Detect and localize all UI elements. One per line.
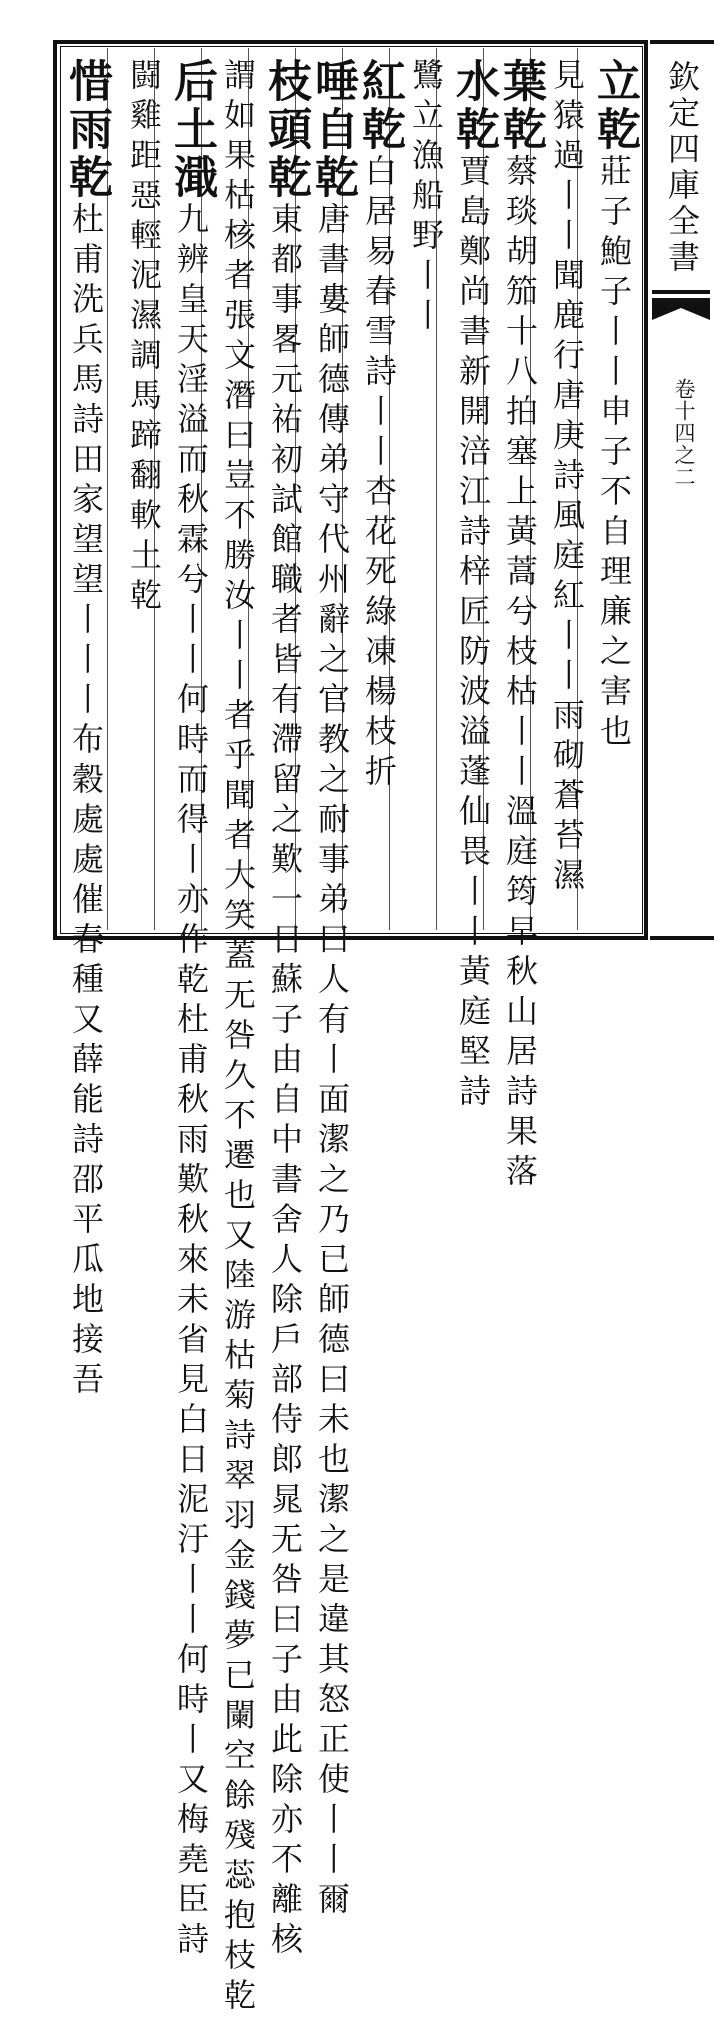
column-text: 莊子鮑子丨丨申子不自理廉之害也: [595, 154, 633, 754]
book-title: 欽定四庫全書: [663, 60, 701, 276]
headword: 惜雨乾: [61, 58, 112, 202]
text-column-5: [402, 58, 450, 930]
column-text: 東都事畧元祐初試館職者皆有滯留之歎一日蘇子由自中書舍人除戶部侍郎晁无咎曰子由此除亦不離核: [266, 202, 304, 1962]
text-column-7: [307, 58, 358, 1922]
column-text: 賈島鄭尚書新開涪江詩梓匠防波溢蓬仙畏丨丨黃庭堅詩: [454, 154, 492, 1114]
text-column-10: [166, 58, 217, 1962]
headword: 后土濈: [166, 58, 217, 202]
column-text: 謂如果枯核者張文潛曰豈不勝汝丨丨者乎聞者大笑蓋无咎久不遷也又陸游枯菊詩翠羽金錢夢已闌空餘殘蕊抱枝乾: [219, 58, 257, 2018]
headword: 立乾: [589, 58, 640, 154]
column-text: 杜甫洗兵馬詩田家望望丨丨丨布穀處處催春種又薛能詩邵平瓜地接吾: [67, 202, 105, 1402]
text-column-3: [495, 58, 546, 1194]
text-column-4: [448, 58, 499, 1114]
headword: 紅乾: [354, 58, 405, 154]
headword: 水乾: [448, 58, 499, 154]
text-column-1: [590, 58, 638, 930]
column-text: 鷺立漁船野丨丨: [407, 58, 445, 338]
column-text: 見猿過丨丨聞鹿行唐庚詩風庭紅丨丨雨砌蒼苔濕: [548, 58, 586, 898]
fishtail-mark: [652, 290, 710, 340]
headword: 枝頭乾: [260, 58, 311, 202]
column-text: 闘雞距惡輕泥濕調馬蹄翻軟土乾: [125, 58, 163, 618]
text-column-9: [214, 58, 262, 2018]
volume-number: 卷十四之二: [672, 378, 696, 488]
text-column-12: [61, 58, 112, 1402]
column-text: 白居易春雪詩丨丨杏花死綠凍楊枝折: [360, 154, 398, 794]
headword: 唾自乾: [307, 58, 358, 202]
text-column-2: [543, 58, 591, 930]
text-column-6: [355, 58, 403, 930]
column-text: 蔡琰胡笳十八拍塞上黃蒿兮枝枯丨丨溫庭筠早秋山居詩果落: [501, 154, 539, 1194]
text-column-11: [120, 58, 168, 930]
column-text: 唐書婁師德傳弟守代州辭之官教之耐事弟曰人有丨面潔之乃已師德曰未也潔之是違其怒正使丨丨爾: [313, 202, 351, 1922]
column-text: 九辨皇天淫溢而秋霖兮丨丨何時而得丨亦作乾杜甫秋雨歎秋來未省見白日泥汙丨丨何時丨又梅堯臣詩: [172, 202, 210, 1962]
text-column-8: [260, 58, 311, 1962]
headword: 葉乾: [495, 58, 546, 154]
